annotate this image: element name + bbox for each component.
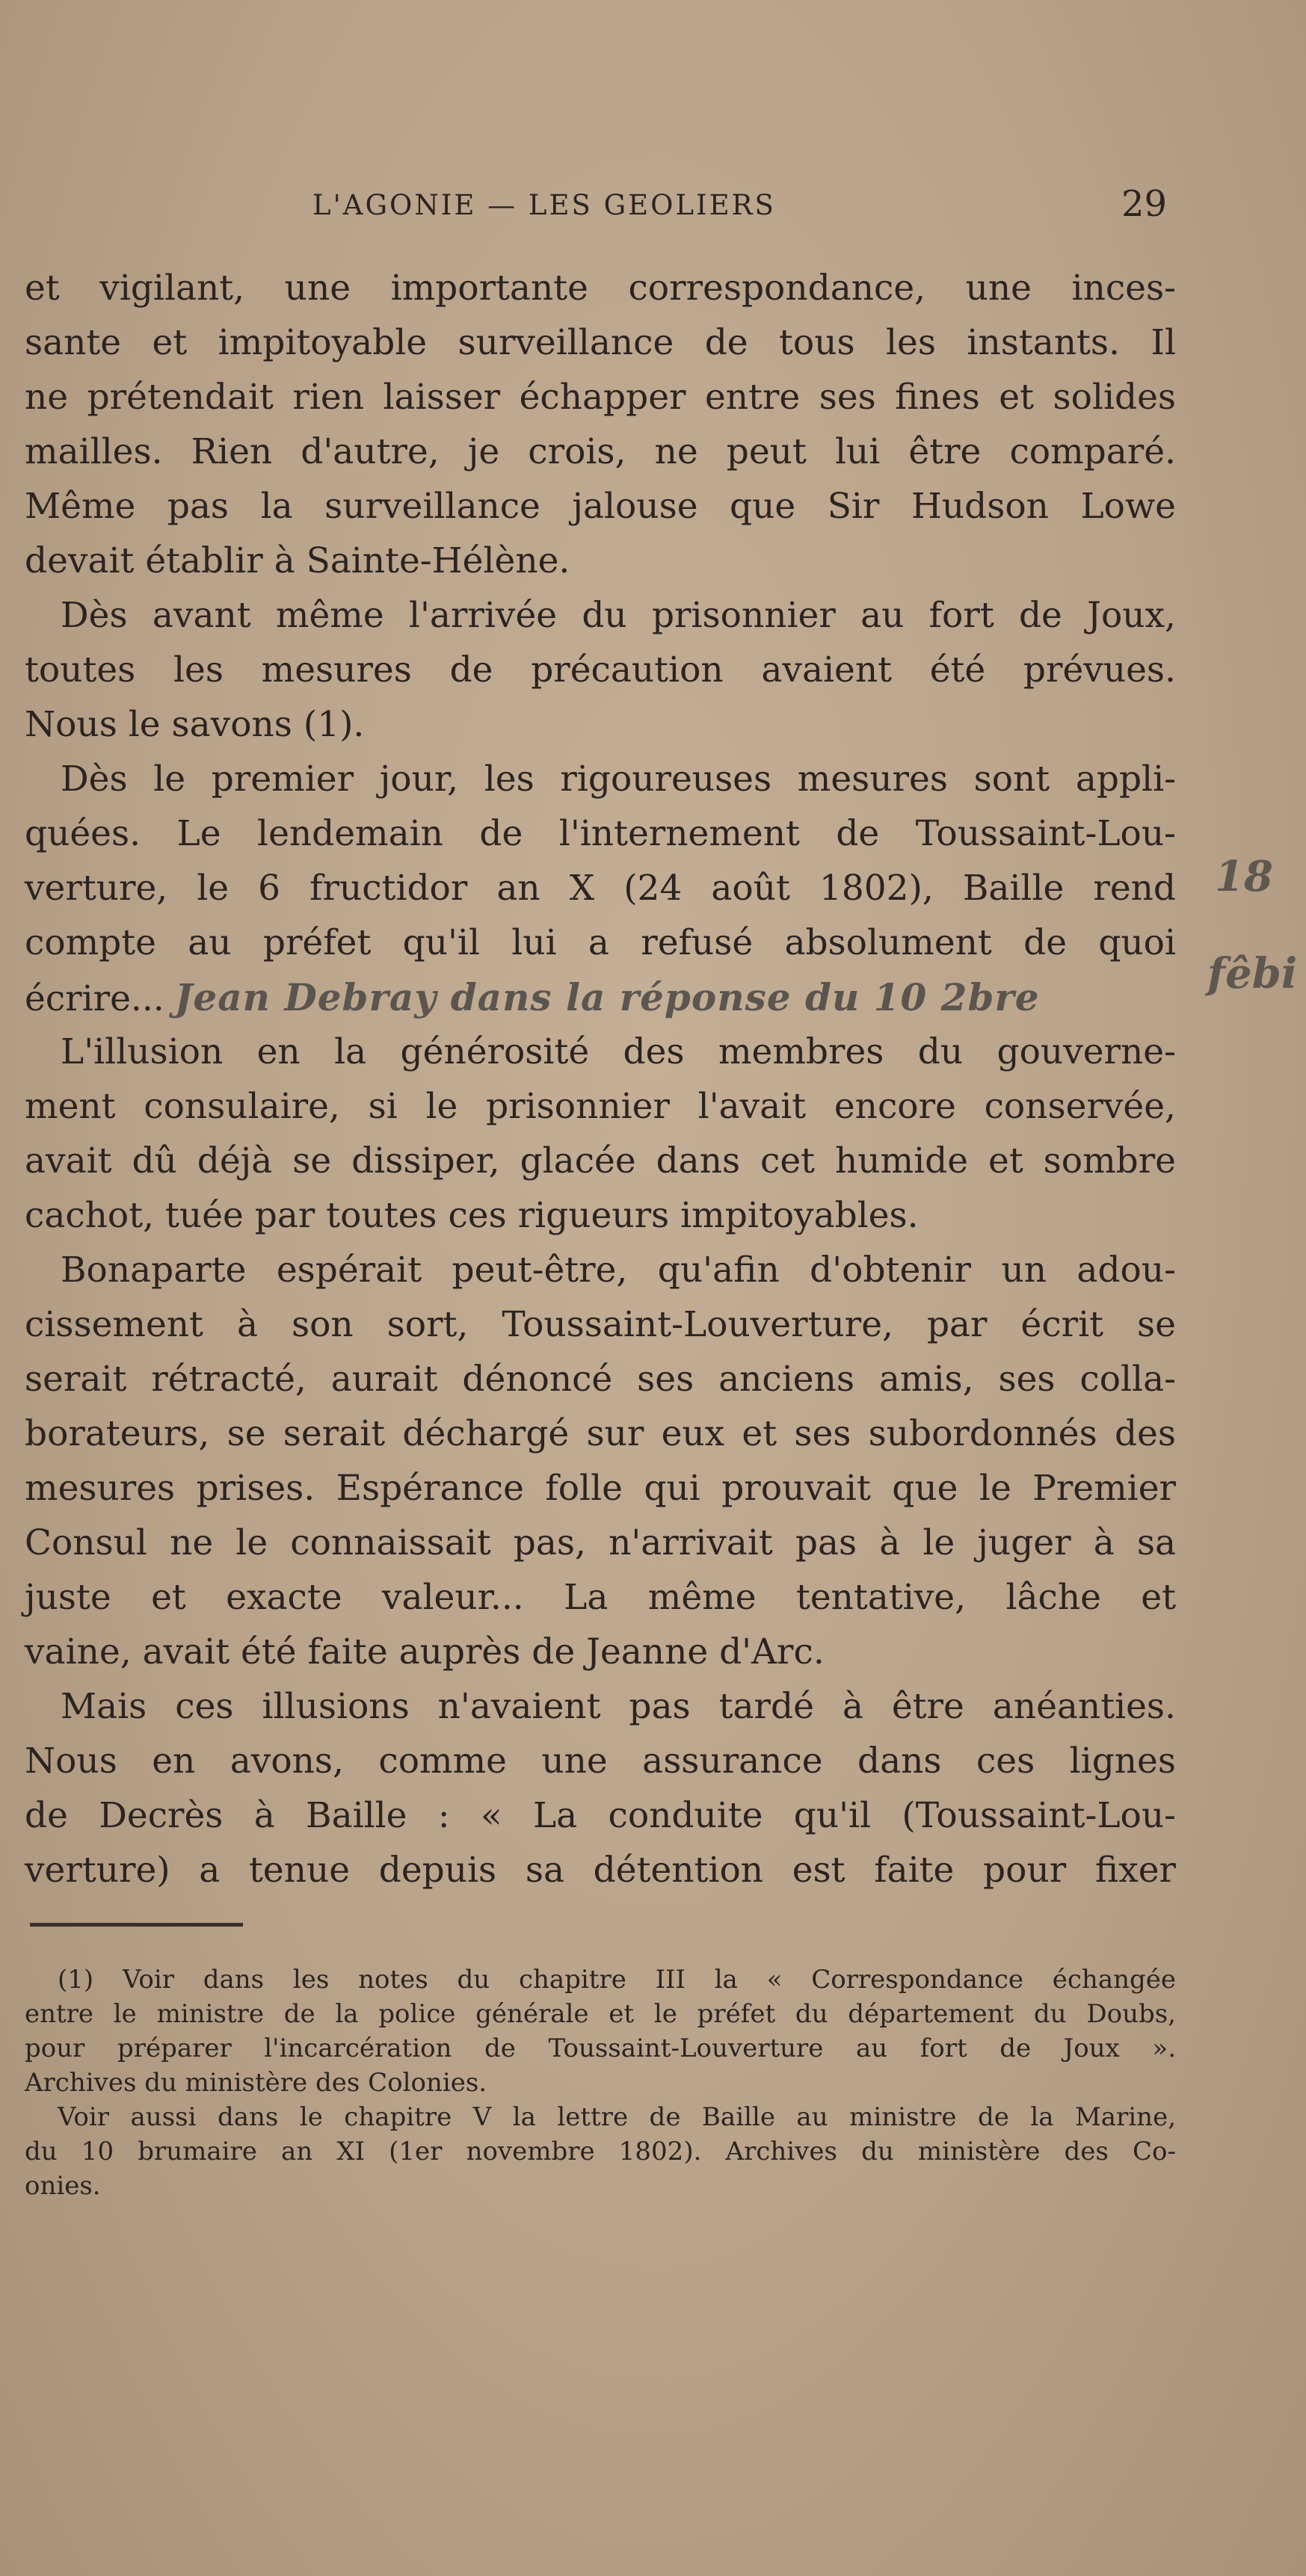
text-line-text: L'illusion en la générosité des membres du gouverne- [61, 1031, 1176, 1072]
text-line [25, 1134, 1176, 1188]
running-title: L'AGONIE — LES GEOLIERS [312, 189, 776, 221]
footnote-line [25, 1997, 1176, 2031]
text-line-text: Dès avant même l'arrivée du prisonnier au fort de Joux, [61, 595, 1176, 636]
footnote-line [25, 2031, 1176, 2066]
text-line-text: Dès le premier jour, les rigoureuses mesures sont appli- [61, 759, 1176, 800]
text-line-text: verture) a tenue depuis sa détention est faite pour fixer [25, 1850, 1176, 1891]
margin-note: 18 [1215, 852, 1273, 901]
text-line [25, 424, 1176, 479]
footnote-line-text: du 10 brumaire an XI (1er novembre 1802). Archives du ministère des Co- [25, 2137, 1176, 2166]
page-header [0, 183, 1306, 228]
footnotes [25, 1962, 1176, 2203]
text-line-text: Consul ne le connaissait pas, n'arrivait pas à le juger à sa [25, 1522, 1176, 1563]
text-line [25, 643, 1176, 697]
text-line [25, 1352, 1176, 1406]
text-line-text: mesures prises. Espérance folle qui prouvait que le Premier [25, 1468, 1176, 1509]
text-line-text: quées. Le lendemain de l'internement de Toussaint-Lou- [25, 813, 1176, 854]
text-line [25, 806, 1176, 861]
text-line-text: Mais ces illusions n'avaient pas tardé à être anéanties. [61, 1686, 1176, 1727]
text-line [25, 588, 1176, 643]
text-line [25, 752, 1176, 806]
handwritten-annotation: Jean Debray dans la réponse du 10 2bre [174, 975, 1040, 1019]
text-line [25, 370, 1176, 424]
text-line [25, 261, 1176, 315]
text-line-text: sante et impitoyable surveillance de tous les instants. Il [25, 322, 1176, 363]
text-line [25, 1297, 1176, 1352]
text-line-text: ne prétendait rien laisser échapper entre ses fines et solides [25, 377, 1176, 418]
footnote-line-text: (1) Voir dans les notes du chapitre III la « Correspondance échangée [58, 1965, 1176, 1995]
footnote-rule [30, 1923, 243, 1927]
text-line-text: borateurs, se serait déchargé sur eux et ses subordonnés des [25, 1413, 1176, 1454]
margin-note: fêbi [1207, 949, 1298, 998]
text-line [25, 1079, 1176, 1134]
footnote-line [25, 2066, 1176, 2100]
body-text [25, 261, 1176, 1897]
footnote-line [25, 2134, 1176, 2169]
text-line-text: verture, le 6 fructidor an X (24 août 1802), Baille rend [25, 868, 1176, 909]
text-line [25, 1625, 1176, 1679]
text-line [25, 1570, 1176, 1625]
text-line [25, 915, 1176, 970]
text-line-text: mailles. Rien d'autre, je crois, ne peut lui être comparé. [25, 431, 1176, 472]
text-line-text: Nous en avons, comme une assurance dans ces lignes [25, 1741, 1176, 1782]
text-line [25, 1461, 1176, 1516]
footnote-line-text: onies. [25, 2171, 101, 2201]
text-line [25, 1188, 1176, 1243]
text-line-text: écrire... [25, 978, 164, 1019]
text-line-text: vaine, avait été faite auprès de Jeanne d'Arc. [25, 1631, 825, 1672]
text-line-text: cachot, tuée par toutes ces rigueurs impitoyables. [25, 1195, 919, 1236]
text-line [25, 1516, 1176, 1570]
text-line [25, 1734, 1176, 1788]
footnote-line [25, 2100, 1176, 2134]
footnote-line [25, 2169, 1176, 2203]
text-line-text: serait rétracté, aurait dénoncé ses anciens amis, ses colla- [25, 1359, 1176, 1400]
footnote-line-text: Archives du ministère des Colonies. [25, 2068, 487, 2098]
text-line [25, 1843, 1176, 1897]
footnote-line-text: Voir aussi dans le chapitre V la lettre de Baille au ministre de la Marine, [58, 2102, 1176, 2132]
text-line [25, 697, 1176, 752]
text-line [25, 1679, 1176, 1734]
text-line-text: cissement à son sort, Toussaint-Louverture, par écrit se [25, 1304, 1176, 1345]
footnote-line [25, 1962, 1176, 1997]
text-line-text: ment consulaire, si le prisonnier l'avait encore conservée, [25, 1086, 1176, 1127]
text-line-text: de Decrès à Baille : « La conduite qu'il (Toussaint-Lou- [25, 1795, 1176, 1836]
text-line [25, 1243, 1176, 1297]
text-line [25, 534, 1176, 588]
text-line-text: Nous le savons (1). [25, 704, 365, 745]
text-line [25, 1788, 1176, 1843]
footnote-line-text: pour préparer l'incarcération de Toussaint-Louverture au fort de Joux ». [25, 2033, 1176, 2063]
text-line-text: et vigilant, une importante correspondance, une inces- [25, 268, 1176, 309]
text-line-text: Bonaparte espérait peut-être, qu'afin d'obtenir un adou- [61, 1250, 1176, 1291]
page-number: 29 [1121, 183, 1168, 225]
text-line-text: Même pas la surveillance jalouse que Sir Hudson Lowe [25, 486, 1176, 527]
text-line-text: toutes les mesures de précaution avaient été prévues. [25, 649, 1176, 691]
text-line-text: compte au préfet qu'il lui a refusé absolument de quoi [25, 922, 1176, 963]
text-line [25, 861, 1176, 915]
text-line-text: devait établir à Sainte-Hélène. [25, 540, 570, 581]
text-line [25, 1025, 1176, 1079]
text-line [25, 970, 1176, 1025]
footnote-line-text: entre le ministre de la police générale et le préfet du département du Doubs, [25, 1999, 1176, 2029]
text-line [25, 315, 1176, 370]
text-line [25, 1406, 1176, 1461]
text-line-text: avait dû déjà se dissiper, glacée dans cet humide et sombre [25, 1140, 1176, 1182]
text-line-text: juste et exacte valeur... La même tentative, lâche et [25, 1577, 1176, 1618]
text-line [25, 479, 1176, 534]
